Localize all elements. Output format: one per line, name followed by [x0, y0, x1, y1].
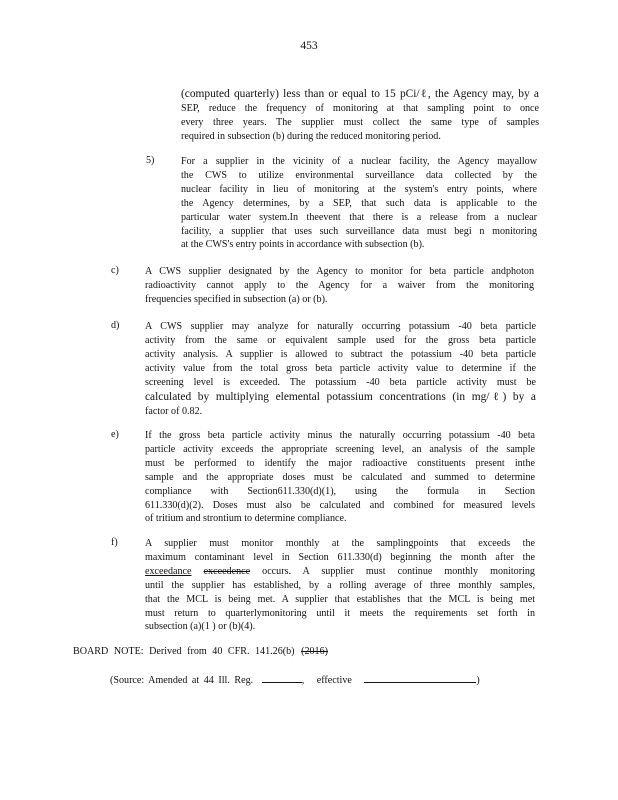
text-line: activity analysis. A supplier is allowed to subtract the potassium -40 beta particle: [145, 348, 536, 360]
text-line: of tritium and strontium to determine compliance.: [145, 513, 347, 525]
source-close: ): [476, 675, 480, 686]
source-note: [110, 673, 480, 688]
item-5-text: [181, 155, 537, 252]
text-line: every three years. The supplier must collect the same type of samples: [181, 116, 539, 128]
item-d-label: d): [111, 320, 120, 331]
item-c-text: [145, 265, 534, 307]
effective-date-blank: [364, 673, 476, 683]
text-line: 611.330(d)(2). Doses must also be calculated and combined for measured levels: [145, 499, 535, 511]
text-line: factor of 0.82.: [145, 405, 203, 417]
text-line: particular water system.In theevent that there is a release from a nuclear: [181, 211, 537, 223]
text-line: that the MCL is being met. A supplier that establishes that the MCL is being met: [145, 593, 535, 605]
text-line: frequencies specified in subsection (a) or (b).: [145, 293, 328, 305]
text-line: activity from the same or equivalent sample used for the gross beta particle: [145, 334, 536, 346]
text-line: required in subsection (b) during the reduced monitoring period.: [181, 130, 441, 142]
text-line-with-revision: [145, 565, 535, 579]
text-line: A CWS supplier may analyze for naturally occurring potassium -40 beta particle: [145, 321, 536, 332]
text-line: subsection (a)(1 ) or (b)(4).: [145, 621, 256, 633]
item-e-label: e): [111, 429, 119, 440]
source-effective: effective: [316, 675, 352, 686]
board-note-text: BOARD NOTE: Derived from 40 CFR. 141.26(b): [73, 646, 295, 657]
text-line: (computed quarterly) less than or equal to 15 pCi/ℓ, the Agency may, by a: [181, 88, 539, 100]
page-number: 453: [300, 40, 318, 52]
text-fragment: occurs. A supplier must continue monthly monitoring: [262, 565, 535, 577]
text-line: at the CWS's entry points in accordance with subsection (b).: [181, 239, 425, 251]
text-line: For a supplier in the vicinity of a nuclear facility, the Agency mayallow: [181, 156, 537, 167]
source-prefix: (Source: Amended at 44 Ill. Reg.: [110, 675, 254, 686]
text-line: particle activity exceeds the appropriate screening level, an analysis of the sample: [145, 443, 535, 455]
inserted-text: exceedance: [145, 565, 192, 577]
item-f-label: f): [111, 537, 118, 548]
item-e-text: [145, 429, 535, 526]
text-line: radioactivity cannot apply to the Agency for a waiver from the monitoring: [145, 279, 534, 291]
text-line: until the supplier has established, by a rolling average of three monthly samples,: [145, 579, 535, 591]
deleted-text: exceedence: [203, 565, 251, 577]
item-c-label: c): [111, 265, 119, 276]
text-line: sample and the appropriate doses must be calculated and summed to determine: [145, 471, 535, 483]
text-line: screening level is exceeded. The potassium -40 beta particle activity must be: [145, 376, 536, 388]
deleted-text: (2016): [301, 646, 328, 657]
text-line: activity value from the total gross beta particle activity value to determine if the: [145, 362, 536, 374]
text-line: the CWS to utilize environmental surveillance data collected by the: [181, 169, 537, 181]
text-line: must return to quarterlymonitoring until it meets the requirements set forth in: [145, 607, 535, 619]
text-line: facility, a supplier that uses such surveillance data must begi n monitoring: [181, 225, 537, 237]
text-line: maximum contaminant level in Section 611.330(d) beginning the month after the: [145, 551, 535, 563]
text-line: A CWS supplier designated by the Agency to monitor for beta particle andphoton: [145, 266, 534, 277]
source-comma: ,: [301, 675, 305, 686]
text-line: the Agency determines, by a SEP, that such data is applicable to the: [181, 197, 537, 209]
text-line: must be performed to identify the major radioactive constituents present inthe: [145, 457, 535, 469]
text-line: SEP, reduce the frequency of monitoring at that sampling point to once: [181, 103, 539, 114]
para4-continuation: [181, 87, 539, 144]
register-blank: [262, 673, 302, 683]
text-line: nuclear facility in lieu of monitoring at the system's entry points, where: [181, 183, 537, 195]
board-note: [73, 645, 328, 659]
text-line: A supplier must monitor monthly at the samplingpoints that exceeds the: [145, 538, 535, 549]
item-d-text: [145, 320, 536, 418]
text-line: calculated by multiplying elemental potassium concentrations (in mg/ℓ) by a: [145, 390, 536, 403]
text-line: If the gross beta particle activity minus the naturally occurring potassium -40 beta: [145, 430, 535, 441]
item-f-text: [145, 537, 535, 634]
item-5-label: 5): [146, 155, 155, 166]
text-line: compliance with Section611.330(d)(1), using the formula in Section: [145, 485, 535, 497]
